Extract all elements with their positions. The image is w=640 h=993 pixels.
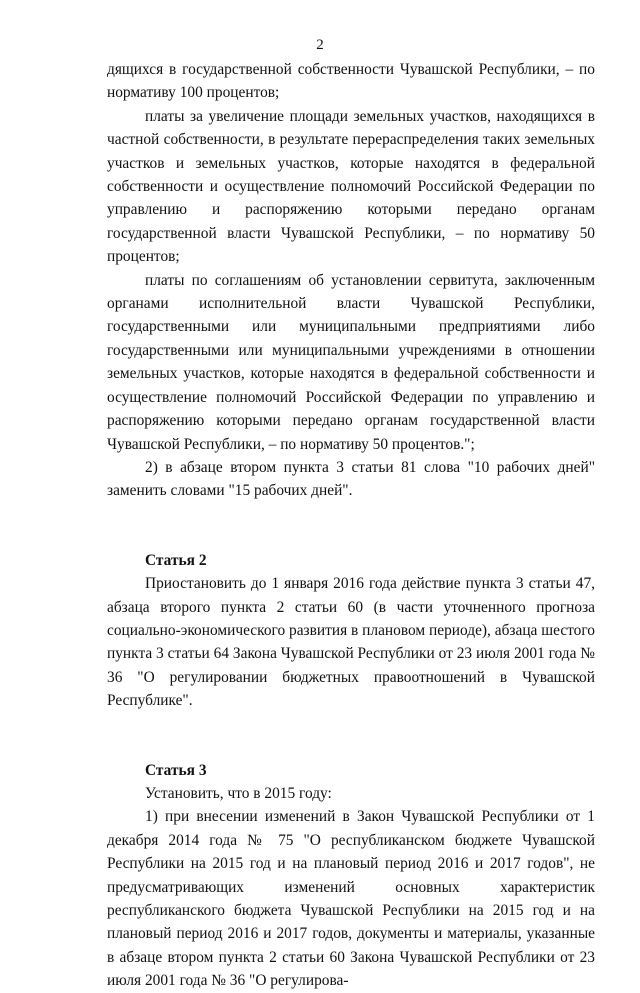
- paragraph: 2) в абзаце втором пункта 3 статьи 81 слова "10 рабочих дней" заменить словами "15 рабочих дней".: [107, 458, 595, 500]
- paragraph: 1) при внесении изменений в Закон Чувашской Республики от 1 декабря 2014 года № 75 "О республиканском бюджете Чувашской Республики на 2015 год и на плановый период 2016 и 2017 годов", не предусматривающих изменений основных характеристик республиканского бюджета Чувашской Республики на 2015 год и на плановый период 2016 и 2017 годов, документы и материалы, указанные в абзаце втором пункта 2 статьи 60 Закона Чувашской Республики от 23 июля 2001 года № 36 "О регулирова-: [107, 808, 595, 990]
- paragraph: Приостановить до 1 января 2016 года действие пункта 3 статьи 47, абзаца второго пункта 2 статьи 60 (в части уточненного прогноза социально-экономического развития в плановом периоде), абзаца шестого пункта 3 статьи 64 Закона Чувашской Республики от 23 июля 2001 года № 36 "О регулировании бюджетных правоотношений в Чувашской Республике".: [107, 575, 595, 710]
- page-number: 2: [316, 37, 324, 53]
- spacer: [107, 713, 595, 736]
- article-3-heading: Статья 3: [145, 761, 207, 779]
- document-body: [107, 58, 595, 993]
- paragraph: Установить, что в 2015 году:: [145, 784, 332, 802]
- paragraph: платы за увеличение площади земельных участков, находящихся в частной собственности, в результате перераспределения таких земельных участков и земельных участков, которые находятся в федеральной собственности и осуществление полномочий Российской Федерации по управлению и распоряжению которыми передано органам государственной власти Чувашской Республики, – по нормативу 50 процентов;: [107, 107, 595, 266]
- paragraph: платы по соглашениям об установлении сервитута, заключенным органами исполнительной власти Чувашской Республики, государственными или муниципальными предприятиями либо государственными или муниципальными учреждениями в отношении земельных участков, которые находятся в федеральной собственности и осуществление полномочий Российской Федерации по управлению и распоряжению которыми передано органам государственной власти Чувашской Республики, – по нормативу 50 процентов.";: [107, 271, 595, 453]
- paragraph-continuation: дящихся в государственной собственности Чувашской Республики, – по нормативу 100 процентов;: [107, 61, 595, 102]
- spacer: [107, 736, 595, 759]
- spacer: [107, 526, 595, 549]
- article-2-heading: Статья 2: [145, 551, 207, 569]
- spacer: [107, 503, 595, 526]
